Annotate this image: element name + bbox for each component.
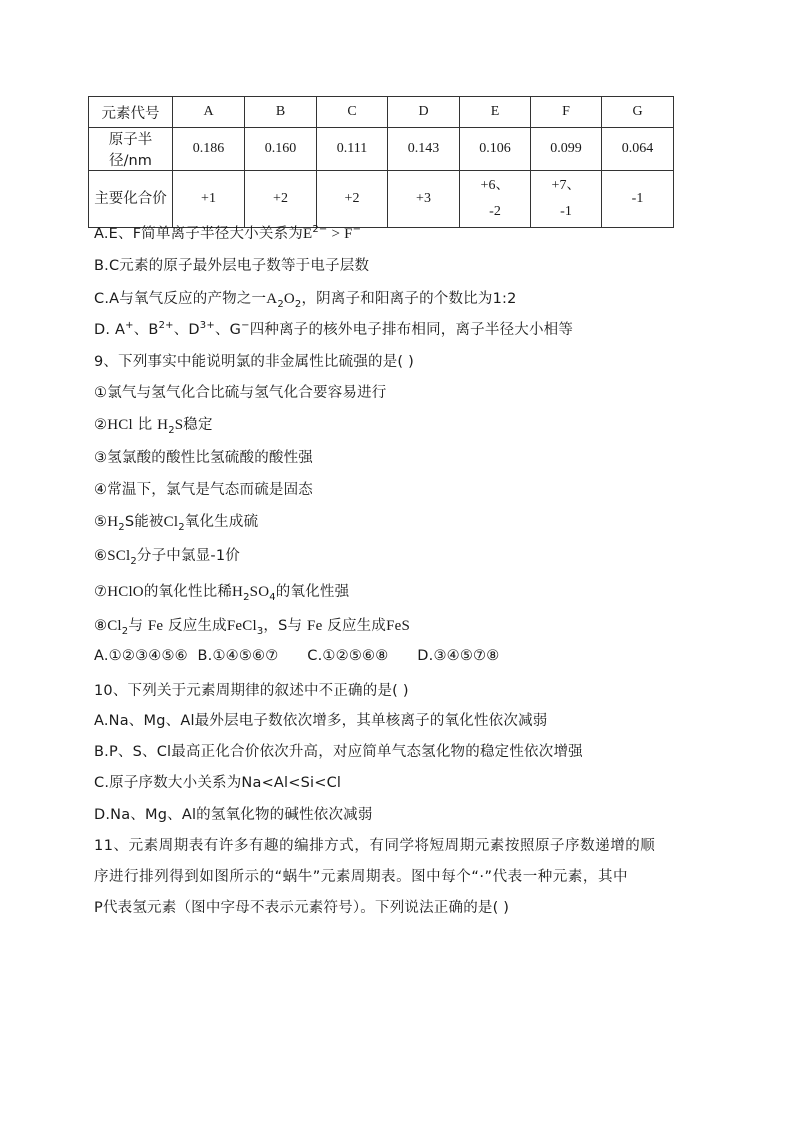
table-cell [460,171,531,228]
q10-option-a: A.Na、Mg、Al最外层电子数依次增多，其单核离子的氧化性依次减弱 [94,713,548,729]
table-header-cell: B [245,97,317,128]
table-cell [388,171,460,228]
valence-value: +2 [344,191,360,206]
table-cell [173,171,245,228]
q9-statement-3: ③氢氯酸的酸性比氢硫酸的酸性强 [94,450,313,466]
q9-statement-5: $⑤H_2S$能被$Cl_2$氧化生成硫 [94,514,259,533]
q8-option-a: A.E、F简单离子半径大小关系为$E^{2-} > F^-$ [94,224,362,242]
element-table [88,96,674,228]
q8-option-b: B.C元素的原子最外层电子数等于电子层数 [94,258,370,274]
q9-statement-2: ②HCl 比 $H_2S$稳定 [94,417,213,436]
q9-statement-6: ⑥SCl$_2$分子中氯显-1价 [94,548,240,567]
table-header-cell: D [388,97,460,128]
table-cell [602,171,674,228]
valence-value: -2 [489,204,501,219]
row-label-radius: 原子半径/nm [89,128,173,171]
valence-value: +2 [273,191,288,206]
q10-option-b: B.P、S、Cl最高正化合价依次升高，对应简单气态氢化物的稳定性依次增强 [94,744,583,760]
table-cell: 0.106 [460,128,531,171]
table-cell: 0.099 [531,128,602,171]
q8-option-c: C.A与氧气反应的产物之一$A_2O_2$，阴离子和阳离子的个数比为1:2 [94,291,517,310]
table-cell [531,171,602,228]
q10-option-c: C.原子序数大小关系为Na<Al<Si<Cl [94,775,342,791]
table-row-valence [89,171,674,228]
q11-stem-line-3: P代表氢元素（图中字母不表示元素符号）。下列说法正确的是( ) [94,900,510,916]
valence-value: +1 [201,191,216,206]
table-header-cell: A [173,97,245,128]
table-cell: 0.064 [602,128,674,171]
q11-stem-line-2: 序进行排列得到如图所示的“蜗牛”元素周期表。图中每个“·”代表一种元素，其中 [94,869,629,885]
table-row-radius [89,128,674,171]
table-cell: 0.160 [245,128,317,171]
table-header-cell: G [602,97,674,128]
q9-statement-7: ⑦HClO的氧化性比稀$H_2SO_4$的氧化性强 [94,584,350,603]
q9-options: A.①②③④⑤⑥ B.①④⑤⑥⑦ C.①②⑤⑥⑧ D.③④⑤⑦⑧ [94,648,500,664]
valence-value: +7、 [551,178,581,193]
valence-value: +6、 [480,178,510,193]
table-header-cell: 元素代号 [89,97,173,128]
q10-stem: 10、下列关于元素周期律的叙述中不正确的是( ) [94,683,409,699]
valence-value: +3 [416,191,431,206]
table-cell: 0.143 [388,128,460,171]
q9-statement-1: ①氯气与氢气化合比硫与氢气化合要容易进行 [94,385,387,401]
table-cell: 0.186 [173,128,245,171]
valence-value: -1 [631,191,644,206]
table-header-cell: F [531,97,602,128]
q9-stem: 9、下列事实中能说明氯的非金属性比硫强的是( ) [94,354,414,370]
q11-stem-line-1: 11、元素周期表有许多有趣的编排方式，有同学将短周期元素按照原子序数递增的顺 [94,838,656,854]
q9-statement-8: $⑧Cl_2$与 Fe 反应生成FeCl$_3$，S与 Fe 反应生成FeS [94,618,411,637]
table-header-cell: C [317,97,388,128]
q8-option-d: D. A+、$B^{2+}$、$D^{3+}$、G−四种离子的核外电子排布相同，离子半径大小相等 [94,320,574,338]
row-label-valence: 主要化合价 [89,171,173,228]
table-row-symbols [89,97,674,128]
q10-option-d: D.Na、Mg、Al的氢氧化物的碱性依次减弱 [94,807,373,823]
table-cell [317,171,388,228]
table-cell [245,171,317,228]
q9-statement-4: ④常温下，氯气是气态而硫是固态 [94,482,313,498]
table-cell: 0.111 [317,128,388,171]
valence-value: -1 [560,204,572,219]
table-header-cell: E [460,97,531,128]
